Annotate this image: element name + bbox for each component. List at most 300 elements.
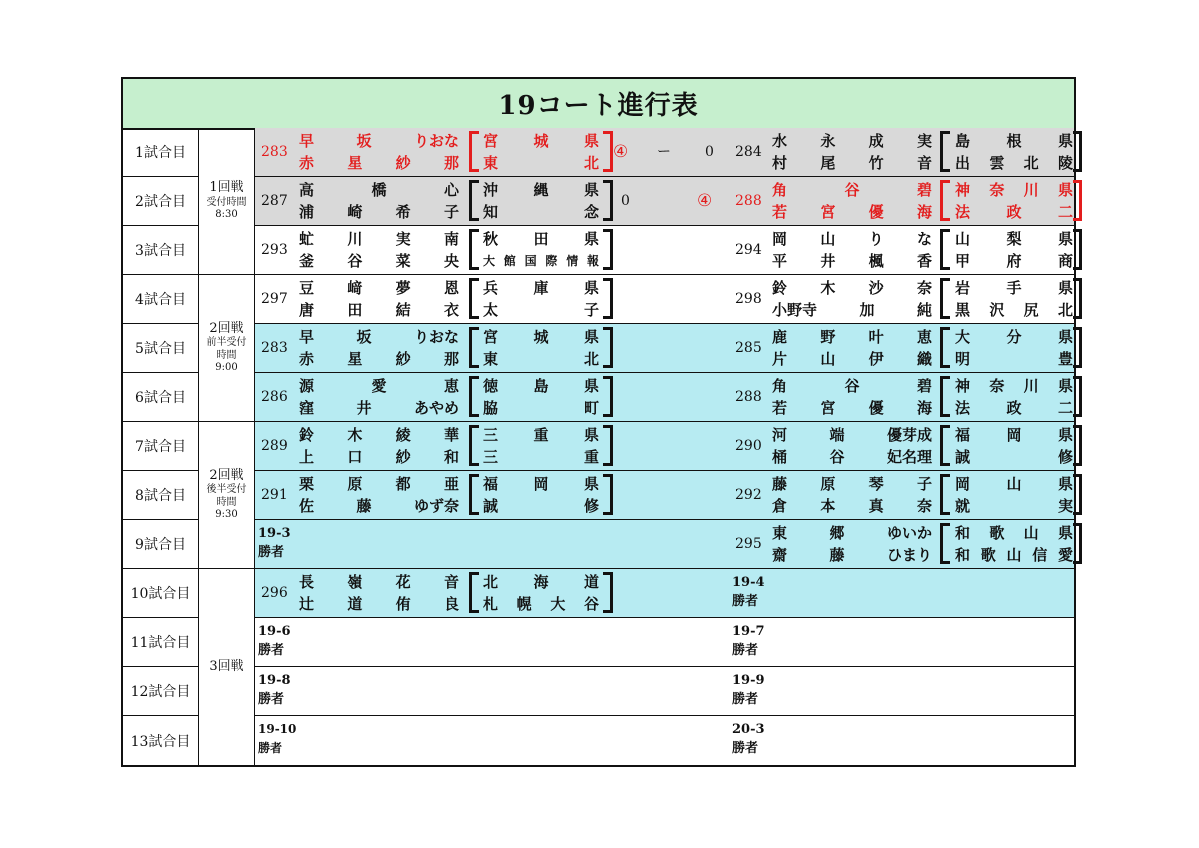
match-row xyxy=(255,569,1074,618)
name-part: 鹿 xyxy=(772,328,788,346)
char: 城 xyxy=(533,132,549,150)
name-part: 藤 xyxy=(356,497,372,515)
entry-number: 288 xyxy=(735,193,762,209)
round-time-label: 時間 xyxy=(216,349,237,361)
name-part: 恵 xyxy=(916,328,932,346)
char: 歌 xyxy=(989,524,1005,542)
bracket-close xyxy=(1073,376,1082,417)
round-time: 9:30 xyxy=(215,509,238,521)
player-name xyxy=(772,152,932,174)
name-part: 碧 xyxy=(916,377,932,395)
name-part: 沙 xyxy=(868,279,884,297)
char: 法 xyxy=(955,399,971,417)
player-name xyxy=(299,250,459,272)
char: 田 xyxy=(533,230,549,248)
round-label xyxy=(199,128,255,275)
char: 県 xyxy=(583,328,599,346)
name-part: 田 xyxy=(347,301,363,319)
placeholder-source: 19-8 xyxy=(258,673,291,688)
char: 沖 xyxy=(483,181,499,199)
entry-left xyxy=(255,422,730,470)
name-part: 和 xyxy=(443,448,459,466)
entry-left xyxy=(255,520,730,568)
placeholder-winner xyxy=(258,622,291,660)
prefecture xyxy=(483,130,599,152)
entry-right xyxy=(730,128,1074,176)
match-label: 2試合目 xyxy=(123,177,199,226)
player-name xyxy=(299,375,459,397)
bracket-open xyxy=(469,180,479,221)
placeholder-winner xyxy=(732,622,765,660)
entry-number: 283 xyxy=(261,340,288,356)
entry-right xyxy=(730,618,1074,666)
name-part: 角 xyxy=(772,377,788,395)
char: 大 xyxy=(550,595,566,613)
score-right: 0 xyxy=(705,144,714,160)
name-part: 浦 xyxy=(299,203,315,221)
name-part: 赤 xyxy=(299,350,315,368)
match-label: 8試合目 xyxy=(123,471,199,520)
char: 国 xyxy=(524,254,537,268)
bracket-open xyxy=(940,474,950,515)
char: 重 xyxy=(533,426,549,444)
char: 県 xyxy=(1057,279,1073,297)
char: 二 xyxy=(1057,203,1073,221)
player-name xyxy=(299,571,459,593)
placeholder-winner xyxy=(732,671,765,709)
score-left: 0 xyxy=(621,193,630,209)
char: 県 xyxy=(583,230,599,248)
bracket-close xyxy=(603,425,613,466)
name-part: 井 xyxy=(820,252,836,270)
player-name xyxy=(299,593,459,615)
round-time: 8:30 xyxy=(215,209,238,221)
prefecture xyxy=(483,375,599,397)
name-part: あやめ xyxy=(413,399,459,417)
school-name xyxy=(483,152,599,174)
name-part: 齋 xyxy=(772,546,788,564)
name-part: 端 xyxy=(829,426,845,444)
entry-left xyxy=(255,716,730,764)
prefecture xyxy=(483,326,599,348)
school-name xyxy=(483,495,599,517)
match-row xyxy=(255,716,1074,765)
name-part: 原 xyxy=(347,475,363,493)
char: 兵 xyxy=(483,279,499,297)
char: 幌 xyxy=(516,595,532,613)
player-name xyxy=(772,201,932,223)
char: 北 xyxy=(483,573,499,591)
char: 町 xyxy=(583,399,599,417)
bracket-close xyxy=(603,376,613,417)
entry-right xyxy=(730,275,1074,323)
name-part: 角 xyxy=(772,181,788,199)
bracket-open xyxy=(940,523,950,564)
name-part: 道 xyxy=(347,595,363,613)
player-name xyxy=(299,152,459,174)
name-part: 倉 xyxy=(772,497,788,515)
entry-number: 292 xyxy=(735,487,762,503)
name-part: 琴 xyxy=(868,475,884,493)
school-name xyxy=(955,348,1073,370)
char: 政 xyxy=(1006,203,1022,221)
char: 際 xyxy=(545,254,558,268)
placeholder-source: 19-10 xyxy=(258,722,297,736)
name-part: 木 xyxy=(347,426,363,444)
school-name xyxy=(955,299,1073,321)
name-part: 尾 xyxy=(820,154,836,172)
name-part: 音 xyxy=(443,573,459,591)
char: 島 xyxy=(955,132,971,150)
name-part: 愛 xyxy=(371,377,387,395)
name-part: ひまり xyxy=(886,546,932,564)
name-part: 永 xyxy=(820,132,836,150)
match-row xyxy=(255,275,1074,324)
match-label: 5試合目 xyxy=(123,324,199,373)
entry-right xyxy=(730,422,1074,470)
char: 念 xyxy=(583,203,599,221)
name-part: 藤 xyxy=(772,475,788,493)
name-part: 優 xyxy=(868,203,884,221)
placeholder-text: 勝者 xyxy=(732,594,759,609)
match-label: 4試合目 xyxy=(123,275,199,324)
player-name xyxy=(772,299,932,321)
char: 県 xyxy=(583,377,599,395)
bracket-open xyxy=(469,278,479,319)
match-label: 13試合目 xyxy=(123,716,199,765)
prefecture xyxy=(483,277,599,299)
name-part: 都 xyxy=(395,475,411,493)
round-name: 3回戦 xyxy=(209,658,244,674)
entry-right xyxy=(730,226,1074,274)
char: 沢 xyxy=(989,301,1005,319)
school-name xyxy=(955,495,1073,517)
school-name xyxy=(483,593,599,615)
char: 川 xyxy=(1023,377,1039,395)
name-part: 織 xyxy=(916,350,932,368)
bracket-open xyxy=(940,278,950,319)
player-name xyxy=(772,473,932,495)
bracket-open xyxy=(469,376,479,417)
name-part: ゆず奈 xyxy=(413,497,459,515)
name-part: 上 xyxy=(299,448,315,466)
placeholder-text: 勝者 xyxy=(258,545,285,560)
name-part: 碧 xyxy=(916,181,932,199)
placeholder-text: 勝者 xyxy=(258,741,283,755)
name-part: 華 xyxy=(443,426,459,444)
char: 岡 xyxy=(955,475,971,493)
char: 尻 xyxy=(1023,301,1039,319)
bracket-close xyxy=(603,229,613,270)
name-part: 希 xyxy=(395,203,411,221)
char: 政 xyxy=(1006,399,1022,417)
bracket-close xyxy=(603,327,613,368)
bracket-close xyxy=(1073,425,1082,466)
name-part: 早 xyxy=(299,328,315,346)
name-part: 佐 xyxy=(299,497,315,515)
prefecture xyxy=(955,424,1073,446)
name-part: 宮 xyxy=(820,203,836,221)
char: 実 xyxy=(1057,497,1073,515)
char: 県 xyxy=(583,279,599,297)
placeholder-source: 20-3 xyxy=(732,722,765,737)
round-name: 1回戦 xyxy=(209,180,244,196)
char: 岩 xyxy=(955,279,971,297)
school-name xyxy=(483,250,599,272)
player-name xyxy=(299,201,459,223)
entry-right xyxy=(730,569,1074,617)
name-part: 優芽成 xyxy=(886,426,932,444)
name-part: 妃名理 xyxy=(886,448,932,466)
player-name xyxy=(299,326,459,348)
player-name xyxy=(772,495,932,517)
char: 福 xyxy=(955,426,971,444)
char: 北 xyxy=(1057,301,1073,319)
name-part: 山 xyxy=(820,230,836,248)
name-part: 央 xyxy=(443,252,459,270)
name-part: 純 xyxy=(916,301,932,319)
school-name xyxy=(483,446,599,468)
name-part: 宮 xyxy=(820,399,836,417)
char: 誠 xyxy=(955,448,971,466)
bracket-close xyxy=(1073,131,1082,172)
score-dash: ー xyxy=(657,144,671,160)
name-part: 小野寺 xyxy=(772,301,818,319)
name-part: 南 xyxy=(443,230,459,248)
entry-number: 285 xyxy=(735,340,762,356)
char: 川 xyxy=(1023,181,1039,199)
name-part: 東 xyxy=(772,524,788,542)
char: 山 xyxy=(1023,524,1039,542)
name-part: 音 xyxy=(916,154,932,172)
bracket-open xyxy=(940,327,950,368)
char: 三 xyxy=(483,426,499,444)
player-name xyxy=(772,348,932,370)
school-name xyxy=(483,299,599,321)
char: 信 xyxy=(1032,546,1048,564)
char: 海 xyxy=(533,573,549,591)
name-part: 鈴 xyxy=(772,279,788,297)
entry-number: 296 xyxy=(261,585,288,601)
player-name xyxy=(299,473,459,495)
char: 県 xyxy=(1057,328,1073,346)
name-part: 恵 xyxy=(443,377,459,395)
entry-left xyxy=(255,177,730,225)
char: 山 xyxy=(955,230,971,248)
player-name xyxy=(772,375,932,397)
name-part: 子 xyxy=(443,203,459,221)
match-row xyxy=(255,471,1074,520)
name-part: 﨑 xyxy=(347,279,363,297)
school-name xyxy=(955,201,1073,223)
placeholder-text: 勝者 xyxy=(732,741,759,756)
entry-right xyxy=(730,373,1074,421)
name-part: 若 xyxy=(772,399,788,417)
name-part: 唐 xyxy=(299,301,315,319)
char: 島 xyxy=(533,377,549,395)
char: 県 xyxy=(1057,524,1073,542)
name-part: 釜 xyxy=(299,252,315,270)
player-name xyxy=(299,348,459,370)
school-name xyxy=(483,397,599,419)
char: 山 xyxy=(1006,475,1022,493)
char: 黒 xyxy=(955,301,971,319)
bracket-open xyxy=(469,229,479,270)
char: 県 xyxy=(1057,132,1073,150)
name-part: 川 xyxy=(347,230,363,248)
name-part: 谷 xyxy=(829,448,845,466)
char: 出 xyxy=(955,154,971,172)
match-label: 7試合目 xyxy=(123,422,199,471)
name-part: 海 xyxy=(916,399,932,417)
char: 北 xyxy=(1023,154,1039,172)
player-name xyxy=(299,130,459,152)
name-part: 実 xyxy=(916,132,932,150)
name-part: な xyxy=(916,230,932,248)
char: 雲 xyxy=(989,154,1005,172)
name-part: 星 xyxy=(347,350,363,368)
player-name xyxy=(772,179,932,201)
match-row xyxy=(255,422,1074,471)
bracket-close xyxy=(1073,180,1082,221)
player-name xyxy=(299,446,459,468)
entry-left xyxy=(255,618,730,666)
name-part: 藤 xyxy=(829,546,845,564)
name-part: 坂 xyxy=(356,132,372,150)
bracket-close xyxy=(603,131,613,172)
name-part: 優 xyxy=(868,399,884,417)
name-part: 海 xyxy=(916,203,932,221)
char: 徳 xyxy=(483,377,499,395)
entry-number: 297 xyxy=(261,291,288,307)
match-label: 10試合目 xyxy=(123,569,199,618)
char: 北 xyxy=(583,154,599,172)
player-name xyxy=(772,446,932,468)
entry-left xyxy=(255,471,730,519)
name-part: 加 xyxy=(859,301,875,319)
placeholder-winner xyxy=(258,720,296,758)
name-part: 叶 xyxy=(868,328,884,346)
char: 県 xyxy=(583,475,599,493)
entry-left xyxy=(255,324,730,372)
placeholder-winner xyxy=(732,720,765,758)
char: 岡 xyxy=(533,475,549,493)
name-part: 紗 xyxy=(395,350,411,368)
placeholder-winner xyxy=(732,573,765,611)
bracket-close xyxy=(1073,523,1082,564)
placeholder-winner xyxy=(258,524,291,562)
char: 山 xyxy=(1006,546,1022,564)
name-part: 子 xyxy=(916,475,932,493)
bracket-close xyxy=(603,474,613,515)
name-part: 花 xyxy=(395,573,411,591)
char: 秋 xyxy=(483,230,499,248)
placeholder-source: 19-7 xyxy=(732,624,765,639)
char: 和 xyxy=(955,524,971,542)
char: 子 xyxy=(583,301,599,319)
match-row xyxy=(255,520,1074,569)
char: 手 xyxy=(1006,279,1022,297)
entry-number: 283 xyxy=(261,144,288,160)
match-row xyxy=(255,324,1074,373)
name-part: 水 xyxy=(772,132,788,150)
round-time-label: 時間 xyxy=(216,496,237,508)
name-part: 夢 xyxy=(395,279,411,297)
name-part: 嶺 xyxy=(347,573,363,591)
entry-left xyxy=(255,373,730,421)
char: 脇 xyxy=(483,399,499,417)
name-part: 崎 xyxy=(347,203,363,221)
char: 宮 xyxy=(483,132,499,150)
round-name: 2回戦 xyxy=(209,321,244,337)
name-part: 竹 xyxy=(868,154,884,172)
player-name xyxy=(299,179,459,201)
match-label: 3試合目 xyxy=(123,226,199,275)
name-part: 亜 xyxy=(443,475,459,493)
char: 太 xyxy=(483,301,499,319)
bracket-open xyxy=(940,180,950,221)
school-name xyxy=(955,446,1073,468)
entry-number: 288 xyxy=(735,389,762,405)
char: 報 xyxy=(586,254,599,268)
name-part: 鈴 xyxy=(299,426,315,444)
char: 県 xyxy=(1057,426,1073,444)
char: 法 xyxy=(955,203,971,221)
name-part: 片 xyxy=(772,350,788,368)
name-part: 桶 xyxy=(772,448,788,466)
name-part: 郷 xyxy=(829,524,845,542)
char: 歌 xyxy=(980,546,996,564)
char: 道 xyxy=(583,573,599,591)
bracket-open xyxy=(469,131,479,172)
round-label xyxy=(199,569,255,765)
name-part: 紗 xyxy=(395,448,411,466)
player-name xyxy=(772,250,932,272)
name-part: ゆいか xyxy=(886,524,932,542)
name-part: 真 xyxy=(868,497,884,515)
name-part: 心 xyxy=(443,181,459,199)
bracket-close xyxy=(1073,474,1082,515)
name-part: 平 xyxy=(772,252,788,270)
char: 県 xyxy=(1057,377,1073,395)
name-part: 楓 xyxy=(868,252,884,270)
char: 和 xyxy=(955,546,971,564)
match-row xyxy=(255,618,1074,667)
name-part: 紗 xyxy=(395,154,411,172)
bracket-open xyxy=(469,425,479,466)
char: 奈 xyxy=(989,377,1005,395)
round-label xyxy=(199,275,255,422)
char: 知 xyxy=(483,203,499,221)
player-name xyxy=(299,424,459,446)
player-name xyxy=(772,130,932,152)
name-part: 成 xyxy=(868,132,884,150)
name-part: 奈 xyxy=(916,279,932,297)
round-time: 9:00 xyxy=(215,362,238,374)
player-name xyxy=(772,424,932,446)
bracket-close xyxy=(603,572,613,613)
char: 縄 xyxy=(533,181,549,199)
char: 根 xyxy=(1006,132,1022,150)
char: 県 xyxy=(583,181,599,199)
name-part: 那 xyxy=(443,154,459,172)
school-name xyxy=(955,397,1073,419)
name-part: 菜 xyxy=(395,252,411,270)
char: 修 xyxy=(1057,448,1073,466)
prefecture xyxy=(483,424,599,446)
char: 城 xyxy=(533,328,549,346)
name-part: 実 xyxy=(395,230,411,248)
